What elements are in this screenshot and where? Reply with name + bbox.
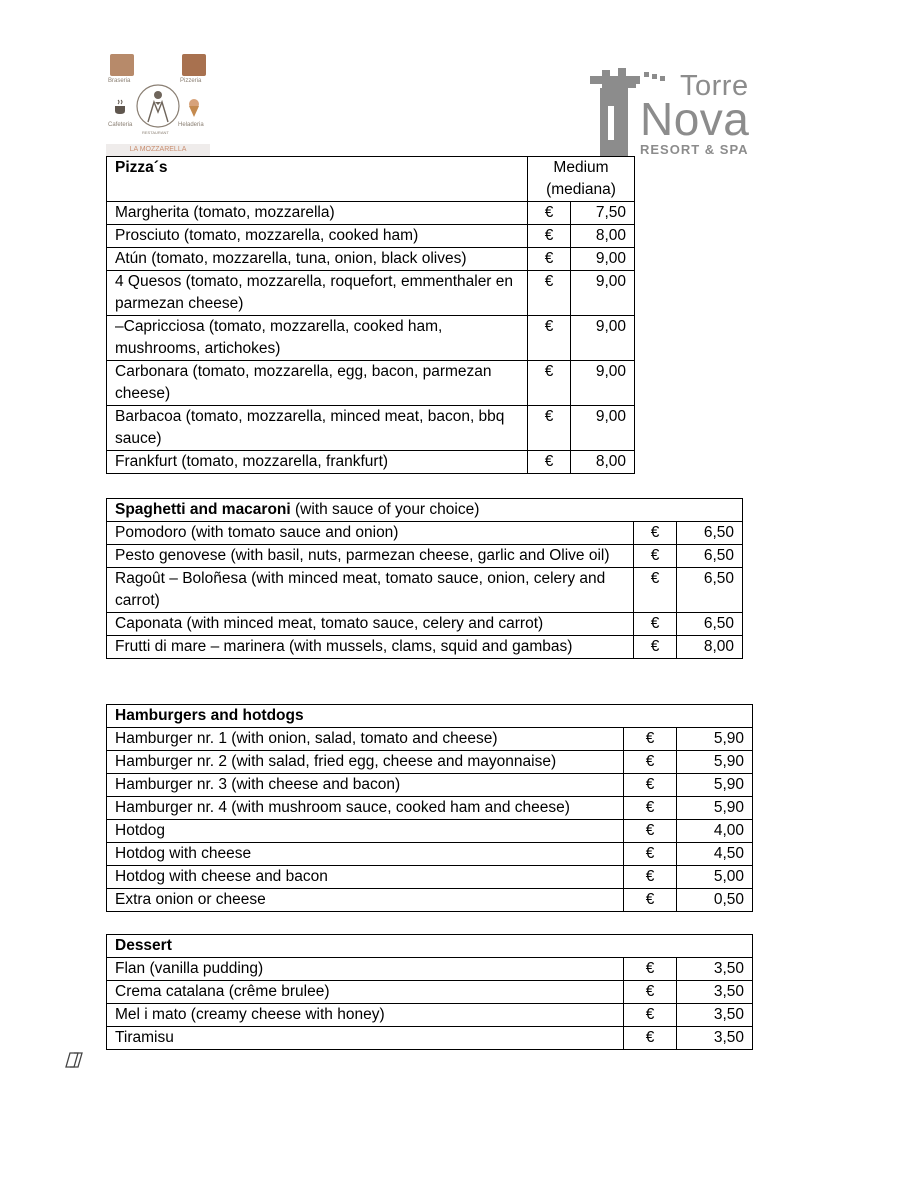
la-mozzarella-logo [106, 52, 210, 156]
logo-resort-spa: RESORT & SPA [640, 142, 749, 157]
logo-label-cafeteria: Cafeteria [108, 122, 133, 128]
menu-item-price: 6,50 [677, 568, 743, 613]
menu-item-name: Hamburger nr. 1 (with onion, salad, tomato and cheese) [107, 728, 624, 751]
menu-item-row [107, 451, 635, 474]
menu-item-price: 6,50 [677, 613, 743, 636]
menu-item-name: Margherita (tomato, mozzarella) [107, 202, 528, 225]
logo-label-pizzeria: Pizzeria [180, 78, 202, 84]
logo-banner: LA MOZZARELLA [106, 144, 210, 156]
menu-item-row [107, 545, 743, 568]
menu-item-row [107, 958, 753, 981]
dessert-section-title: Dessert [107, 935, 753, 958]
menu-item-price: 5,90 [677, 751, 753, 774]
pizza-header-row [107, 157, 635, 202]
pasta-table [106, 498, 743, 659]
currency-symbol: € [528, 271, 571, 316]
coffee-icon [112, 98, 130, 116]
currency-symbol: € [634, 613, 677, 636]
menu-item-row [107, 728, 753, 751]
menu-item-name: Hotdog [107, 820, 624, 843]
currency-symbol: € [634, 568, 677, 613]
menu-item-name: Pesto genovese (with basil, nuts, parmezan cheese, garlic and Olive oil) [107, 545, 634, 568]
menu-item-row [107, 1004, 753, 1027]
ice-cream-icon [186, 98, 202, 118]
menu-item-name: Flan (vanilla pudding) [107, 958, 624, 981]
menu-item-name: Hotdog with cheese [107, 843, 624, 866]
currency-symbol: € [528, 248, 571, 271]
menu-item-row [107, 361, 635, 406]
menu-item-price: 6,50 [677, 522, 743, 545]
menu-item-price: 9,00 [571, 406, 635, 451]
currency-symbol: € [528, 316, 571, 361]
currency-symbol: € [624, 1004, 677, 1027]
dessert-header-row [107, 935, 753, 958]
braseria-photo-icon [110, 54, 134, 76]
menu-item-row [107, 843, 753, 866]
currency-symbol: € [624, 981, 677, 1004]
menu-item-row [107, 568, 743, 613]
dessert-table [106, 934, 753, 1050]
menu-item-price: 9,00 [571, 271, 635, 316]
menu-item-row [107, 406, 635, 451]
currency-symbol: € [624, 866, 677, 889]
currency-symbol: € [634, 522, 677, 545]
menu-item-name: Crema catalana (crême brulee) [107, 981, 624, 1004]
menu-item-row [107, 225, 635, 248]
menu-item-name: Barbacoa (tomato, mozzarella, minced meat, bacon, bbq sauce) [107, 406, 528, 451]
menu-item-price: 0,50 [677, 889, 753, 912]
pizza-table [106, 156, 635, 474]
menu-item-row [107, 774, 753, 797]
menu-item-name: Hamburger nr. 4 (with mushroom sauce, cooked ham and cheese) [107, 797, 624, 820]
menu-item-row [107, 797, 753, 820]
menu-item-name: Extra onion or cheese [107, 889, 624, 912]
menu-item-price: 8,00 [677, 636, 743, 659]
menu-item-price: 5,90 [677, 728, 753, 751]
torre-nova-logo [588, 62, 760, 158]
currency-symbol: € [624, 843, 677, 866]
currency-symbol: € [624, 797, 677, 820]
menu-item-name: Frutti di mare – marinera (with mussels, clams, squid and gambas) [107, 636, 634, 659]
menu-item-row [107, 751, 753, 774]
menu-item-row [107, 271, 635, 316]
menu-item-price: 3,50 [677, 981, 753, 1004]
menu-item-name: Hamburger nr. 2 (with salad, fried egg, cheese and mayonnaise) [107, 751, 624, 774]
menu-item-price: 3,50 [677, 1027, 753, 1050]
logo-label-heladeria: Heladeria [178, 122, 204, 128]
currency-symbol: € [624, 820, 677, 843]
pizzeria-photo-icon [182, 54, 206, 76]
menu-item-price: 8,00 [571, 451, 635, 474]
medium-column-header: Medium (mediana) [528, 157, 635, 202]
menu-item-price: 3,50 [677, 1004, 753, 1027]
menu-item-row [107, 202, 635, 225]
menu-item-name: Hotdog with cheese and bacon [107, 866, 624, 889]
menu-item-name: Carbonara (tomato, mozzarella, egg, bacon, parmezan cheese) [107, 361, 528, 406]
logo-torre: Torre [680, 70, 749, 102]
menu-item-price: 4,00 [677, 820, 753, 843]
logo-label-braseria: Braseria [108, 78, 131, 84]
currency-symbol: € [528, 202, 571, 225]
menu-item-row [107, 248, 635, 271]
currency-symbol: € [624, 728, 677, 751]
currency-symbol: € [634, 636, 677, 659]
pasta-header-row [107, 499, 743, 522]
menu-item-price: 9,00 [571, 316, 635, 361]
menu-item-name: Hamburger nr. 3 (with cheese and bacon) [107, 774, 624, 797]
currency-symbol: € [634, 545, 677, 568]
menu-item-price: 5,90 [677, 797, 753, 820]
currency-symbol: € [624, 1027, 677, 1050]
menu-item-name: Tiramisu [107, 1027, 624, 1050]
menu-item-name: Frankfurt (tomato, mozzarella, frankfurt) [107, 451, 528, 474]
waiter-icon [134, 82, 182, 130]
logo-nova: Nova [640, 93, 750, 145]
menu-item-row [107, 820, 753, 843]
currency-symbol: € [624, 958, 677, 981]
menu-item-name: 4 Quesos (tomato, mozzarella, roquefort, emmenthaler en parmezan cheese) [107, 271, 528, 316]
menu-item-row [107, 866, 753, 889]
burgers-header-row [107, 705, 753, 728]
currency-symbol: € [624, 751, 677, 774]
menu-item-name: Caponata (with minced meat, tomato sauce, celery and carrot) [107, 613, 634, 636]
currency-symbol: € [624, 889, 677, 912]
menu-item-price: 5,90 [677, 774, 753, 797]
menu-item-name: –Capricciosa (tomato, mozzarella, cooked ham, mushrooms, artichokes) [107, 316, 528, 361]
menu-item-price: 6,50 [677, 545, 743, 568]
menu-item-row [107, 522, 743, 545]
menu-item-price: 9,00 [571, 361, 635, 406]
pasta-section-title: Spaghetti and macaroni (with sauce of your choice) [107, 499, 743, 522]
menu-item-row [107, 981, 753, 1004]
menu-item-name: Ragoût – Boloñesa (with minced meat, tomato sauce, onion, celery and carrot) [107, 568, 634, 613]
currency-symbol: € [624, 774, 677, 797]
pizza-section-title: Pizza´s [107, 157, 528, 202]
menu-item-price: 9,00 [571, 248, 635, 271]
menu-item-row [107, 636, 743, 659]
menu-item-name: Atún (tomato, mozzarella, tuna, onion, black olives) [107, 248, 528, 271]
menu-item-row [107, 316, 635, 361]
currency-symbol: € [528, 361, 571, 406]
currency-symbol: € [528, 406, 571, 451]
burgers-section-title: Hamburgers and hotdogs [107, 705, 753, 728]
menu-item-row [107, 613, 743, 636]
menu-item-row [107, 889, 753, 912]
menu-item-name: Mel i mato (creamy cheese with honey) [107, 1004, 624, 1027]
menu-item-price: 3,50 [677, 958, 753, 981]
menu-item-name: Pomodoro (with tomato sauce and onion) [107, 522, 634, 545]
logo-label-restaurant: RESTAURANT [142, 130, 169, 135]
menu-item-price: 5,00 [677, 866, 753, 889]
menu-item-price: 7,50 [571, 202, 635, 225]
currency-symbol: € [528, 451, 571, 474]
menu-item-price: 8,00 [571, 225, 635, 248]
currency-symbol: € [528, 225, 571, 248]
menu-item-price: 4,50 [677, 843, 753, 866]
menu-item-row [107, 1027, 753, 1050]
copilot-icon[interactable] [64, 1050, 86, 1070]
burgers-table [106, 704, 753, 912]
menu-item-name: Prosciuto (tomato, mozzarella, cooked ham) [107, 225, 528, 248]
